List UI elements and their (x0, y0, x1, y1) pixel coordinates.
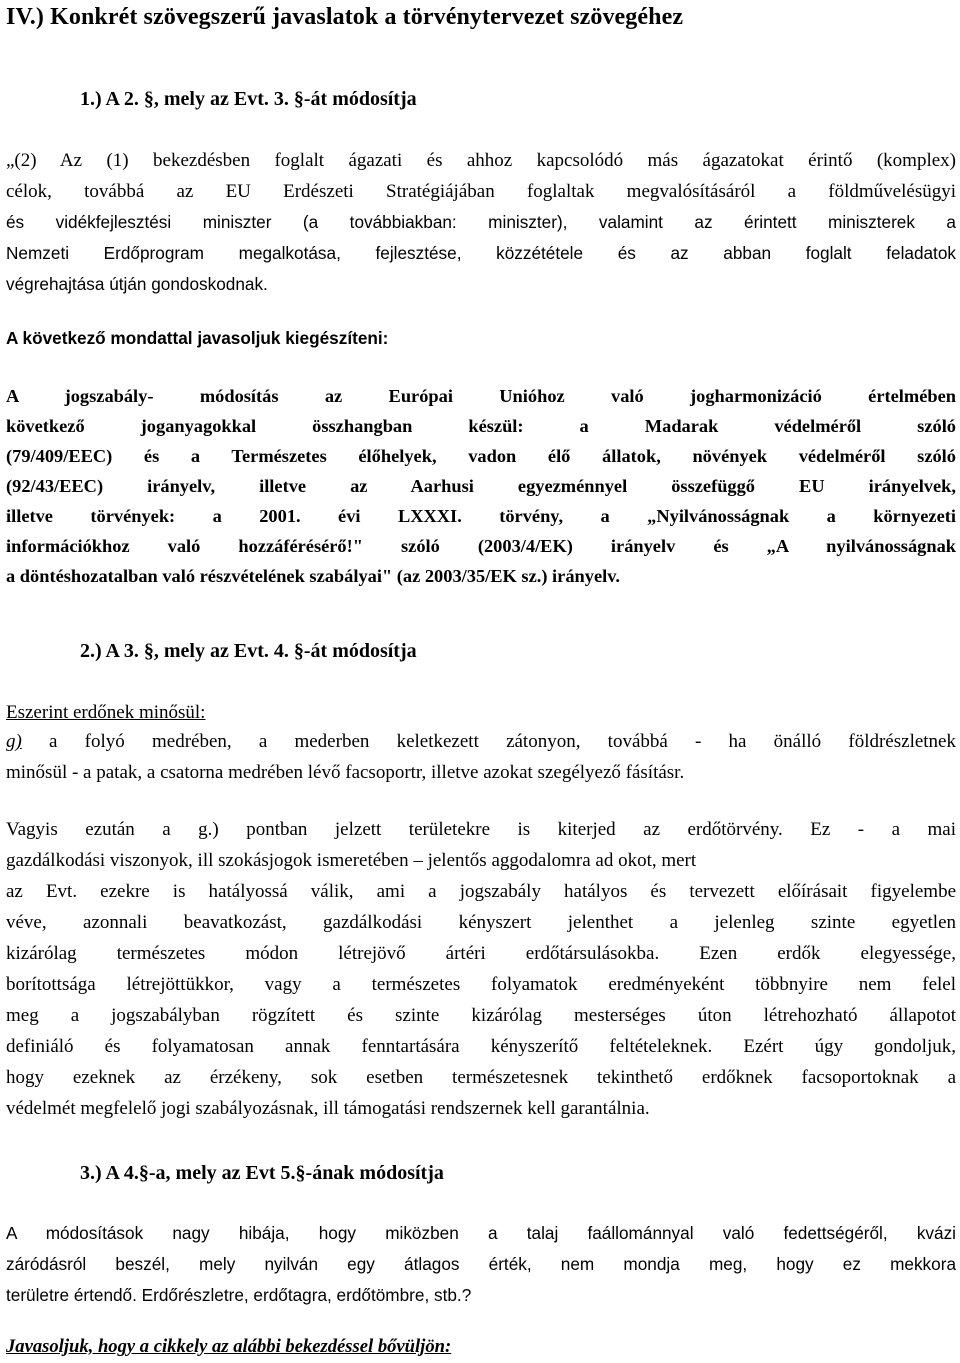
proposal-line: (79/409/EEC) és a Természetes élőhelyek, vadon élő állatok, növények védelméről szóló (6, 446, 956, 466)
section-3-line: A módosítások nagy hibája, hogy miközben a talaj faállománnyal való fedettségéről, kvázi (6, 1223, 956, 1243)
comment-line: meg a jogszabályban rögzített és szinte kizárólag mesterséges úton létrehozható állapotot (6, 1005, 956, 1026)
section-1-title: 1.) A 2. §, mely az Evt. 3. §-át módosítja (80, 88, 417, 110)
section-3-line: területre értendő. Erdőrészletre, erdőtagra, erdőtömbre, stb.? (6, 1285, 472, 1305)
point-g-line (6, 726, 956, 757)
quote-line: „(2) Az (1) bekezdésben foglalt ágazati és ahhoz kapcsolódó más ágazatokat érintő (komplex) (6, 150, 956, 171)
section-2-title: 2.) A 3. §, mely az Evt. 4. §-át módosítja (80, 640, 417, 662)
quote-line: célok, továbbá az EU Erdészeti Stratégiájában foglaltak megvalósításáról a földművelésügyi (6, 181, 956, 202)
comment-line: hogy ezeknek az érzékeny, sok esetben természetesnek tekinthető erdőknek facsoportoknak a (6, 1067, 956, 1088)
comment-line: definiáló és folyamatosan annak fenntartására kényszerítő feltételeknek. Ezért úgy gondoljuk, (6, 1036, 956, 1057)
comment-line: védelmét megfelelő jogi szabályozásnak, ill támogatási rendszernek kell garantálnia. (6, 1098, 650, 1119)
quote-line: végrehajtása útján gondoskodnak. (6, 274, 268, 294)
section-2-subtitle: Eszerint erdőnek minősül: (6, 702, 206, 723)
section-3-proposal: Javasoljuk, hogy a cikkely az alábbi bekezdéssel bővüljön: (6, 1336, 452, 1357)
point-g-line: minősül - a patak, a csatorna medrében lévő facsoportr, illetve azokat szegélyező fásításr. (6, 762, 685, 783)
proposal-text (6, 381, 956, 591)
proposal-line: (92/43/EEC) irányelv, illetve az Aarhusi egyezménnyel összefüggő EU irányelvek, (6, 476, 956, 496)
document-heading: IV.) Konkrét szövegszerű javaslatok a törvénytervezet szövegéhez (6, 4, 684, 30)
section-1-quote (6, 145, 956, 207)
comment-line: gazdálkodási viszonyok, ill szokásjogok ismeretében – jelentős aggodalomra ad okot, mert (6, 850, 697, 871)
point-g-text: a folyó medrében, a mederben keletkezett zátonyon, továbbá - ha önálló földrészletnek (21, 731, 956, 752)
proposal-line: információkhoz való hozzáférésérő!" szóló (2003/4/EK) irányelv és „A nyilvánosságnak (6, 536, 956, 556)
comment-line: az Evt. ezekre is hatályossá válik, ami a jogszabály hatályos és tervezett előírásait figyelembe (6, 881, 956, 902)
section-3-line: záródásról beszél, mely nyilván egy átlagos érték, nem mondja meg, hogy ez mekkora (6, 1254, 956, 1274)
proposal-line: a döntéshozatalban való részvételének szabályai" (az 2003/35/EK sz.) irányelv. (6, 566, 620, 586)
comment-line: kizárólag természetes módon létrejövő ártéri erdőtársulásokba. Ezen erdők elegyessége, (6, 943, 956, 964)
comment-line: Vagyis ezután a g.) pontban jelzett területekre is kiterjed az erdőtörvény. Ez - a mai (6, 819, 956, 840)
proposal-intro: A következő mondattal javasoljuk kiegészíteni: (6, 328, 389, 348)
comment-line: véve, azonnali beavatkozást, gazdálkodási kényszert jelenthet a jelenleg szinte egyetlen (6, 912, 956, 933)
comment-line: borítottsága létrejöttükkor, vagy a természetes folyamatok eredményeként többnyire nem felel (6, 974, 956, 995)
section-2-point-g (6, 726, 956, 788)
quote-line: és vidékfejlesztési miniszter (a továbbiakban: miniszter), valamint az érintett miniszterek a (6, 212, 956, 232)
quote-line: Nemzeti Erdőprogram megalkotása, fejlesztése, közzététele és az abban foglalt feladatok (6, 243, 956, 263)
section-1-quote-continued (6, 207, 956, 300)
proposal-line: illetve törvények: a 2001. évi LXXXI. törvény, a „Nyilvánosságnak a környezeti (6, 506, 956, 526)
section-2-comment (6, 814, 956, 1124)
point-g-label: g) (6, 731, 22, 752)
proposal-line: A jogszabály- módosítás az Európai Unióhoz való jogharmonizáció értelmében (6, 386, 956, 406)
section-3-text (6, 1218, 956, 1311)
proposal-line: következő joganyagokkal összhangban készül: a Madarak védelméről szóló (6, 416, 956, 436)
section-3-title: 3.) A 4.§-a, mely az Evt 5.§-ának módosítja (80, 1162, 444, 1184)
